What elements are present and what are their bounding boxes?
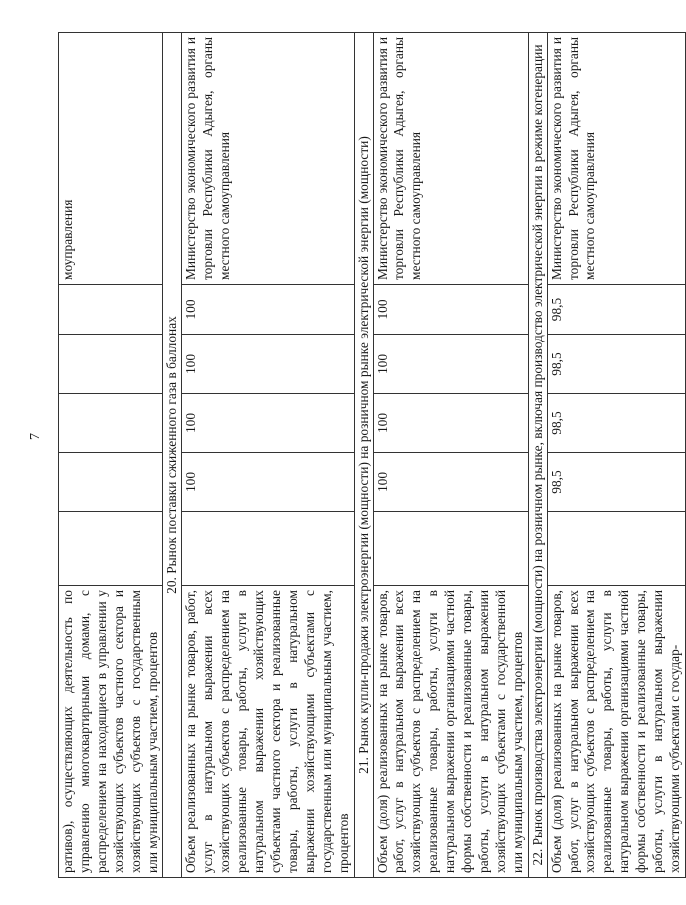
section-title: 20. Рынок поставки сжиженного газа в баллонах bbox=[163, 33, 182, 878]
blank-cell bbox=[547, 512, 685, 586]
blank-cell bbox=[373, 512, 528, 586]
rotated-page-content bbox=[58, 33, 682, 878]
value-cell: 100 bbox=[182, 453, 354, 512]
indicator-cell: Объем (доля) реализованных на рынке товаров, работ, услуг в натуральном выражении всех хозяйствующих субъектов с распределением на реализованные товары, работы, услуги в натуральном выражении организациями частной формы собственности и реализованные товары, работы, услуги в натуральном выражении хозяйствующих субъектами с государственной или муниципальным участием, процентов bbox=[373, 586, 528, 878]
responsible-cell: Министерство экономического развития и торговли Республики Адыгея, органы местного самоуправления bbox=[373, 33, 528, 285]
value-cell: 98,5 bbox=[547, 335, 685, 394]
value-cell: 98,5 bbox=[547, 453, 685, 512]
responsible-cell: моуправления bbox=[59, 33, 163, 285]
section-title: 21. Рынок купли-продажи электроэнергии (мощности) на розничном рынке электрической энергии (мощности) bbox=[354, 33, 373, 878]
responsible-cell: Министерство экономического развития и торговли Республики Адыгея, органы местного самоуправления bbox=[547, 33, 685, 285]
value-cell: 100 bbox=[373, 285, 528, 335]
table-row bbox=[182, 33, 354, 878]
value-cell bbox=[59, 285, 163, 335]
table-row bbox=[373, 33, 528, 878]
value-cell: 100 bbox=[373, 453, 528, 512]
section-header-row bbox=[354, 33, 373, 878]
responsible-cell: Министерство экономического развития и торговли Республики Адыгея, органы местного самоуправления bbox=[182, 33, 354, 285]
value-cell bbox=[59, 335, 163, 394]
section-title: 22. Рынок производства электроэнергии (мощности) на розничном рынке, включая производство электрической энергии в режиме когенерации bbox=[528, 33, 547, 878]
value-cell bbox=[59, 453, 163, 512]
value-cell: 98,5 bbox=[547, 394, 685, 453]
section-header-row bbox=[528, 33, 547, 878]
value-cell bbox=[59, 394, 163, 453]
page-number: 7 bbox=[28, 433, 43, 440]
table-row bbox=[547, 33, 685, 878]
indicator-cell: Объем реализованных на рынке товаров, работ, услуг в натуральном выражении всех хозяйствующих субъектов с распределением на реализованные товары, работы, услуги в натуральном выражении хозяйствующих субъектами частного сектора и реализованные товары, работы, услуги в натуральном выражении хозяйствующими субъектами с государственным или муниципальным участием, процентов bbox=[182, 586, 354, 878]
value-cell: 100 bbox=[182, 285, 354, 335]
indicator-cell: ративов), осуществляющих деятельность по управлению многоквартирными домами, с распределением на находящиеся в управлении у хозяйствующих субъектов частного сектора и хозяйствующих субъектов с государственным или муниципальным участием, процентов bbox=[59, 586, 163, 878]
value-cell: 100 bbox=[373, 335, 528, 394]
value-cell: 100 bbox=[182, 335, 354, 394]
section-header-row bbox=[163, 33, 182, 878]
indicators-table bbox=[58, 32, 686, 878]
value-cell: 100 bbox=[182, 394, 354, 453]
blank-cell bbox=[182, 512, 354, 586]
indicator-cell: Объем (доля) реализованных на рынке товаров, работ, услуг в натуральном выражении всех хозяйствующих субъектов с распределением на реализованные товары, работы, услуги в натуральном выражении организациями частной формы собственности и реализованные товары, работы, услуги в натуральном выражении хозяйствующими субъектами с государ- bbox=[547, 586, 685, 878]
table-row bbox=[59, 33, 163, 878]
value-cell: 98,5 bbox=[547, 285, 685, 335]
value-cell bbox=[59, 512, 163, 586]
value-cell: 100 bbox=[373, 394, 528, 453]
